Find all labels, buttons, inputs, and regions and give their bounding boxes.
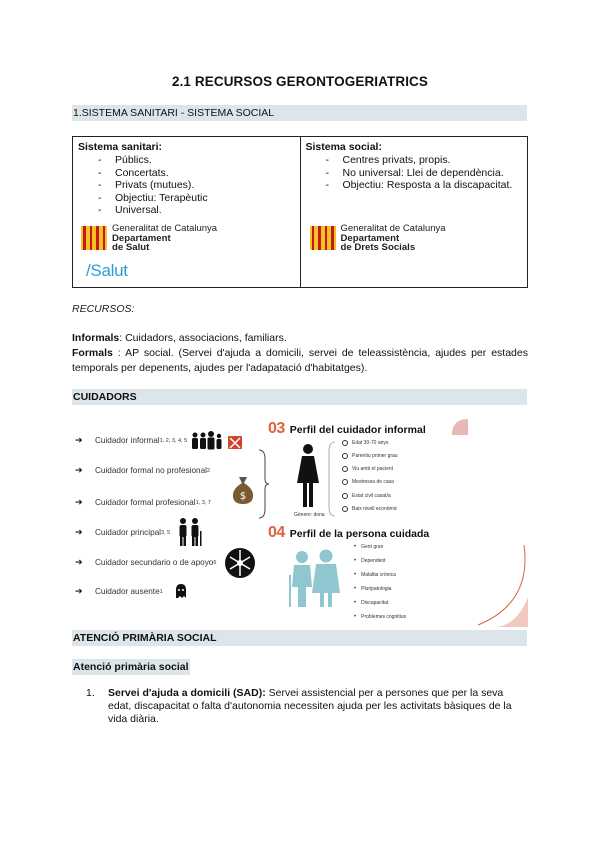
- perfil-cuidada-heading: Perfil de la persona cuidada: [289, 528, 430, 540]
- sistema-social-title: Sistema social:: [305, 141, 382, 153]
- sad-item-number: 1.: [86, 687, 95, 699]
- cuidador-ref: 1: [159, 588, 163, 595]
- cuidador-label: Cuidador formal profesional: [95, 498, 196, 507]
- logo-line: de Salut: [112, 242, 150, 253]
- sistema-sanitari-cell: [73, 137, 300, 287]
- perfil-informal-item: Parentiu primer grau: [342, 453, 398, 459]
- arrow-right-icon: ➔: [75, 557, 83, 567]
- arrow-right-icon: ➔: [75, 497, 83, 507]
- informals-label: Informals: [72, 332, 120, 344]
- logo-line: de Drets Socials: [340, 242, 416, 253]
- cuidador-row: [75, 465, 210, 476]
- cuidador-ref: 6: [213, 559, 217, 566]
- cuidador-label: Cuidador formal no profesional: [95, 466, 207, 475]
- perfil-cuidada-item: • Pluripatologia: [354, 586, 392, 592]
- perfil-informal-caption: Gènere: dona: [294, 512, 325, 518]
- list-item: - No universal: Llei de dependència.: [326, 167, 523, 180]
- arrow-right-icon: ➔: [75, 527, 83, 537]
- woman-figure-icon: [294, 443, 322, 509]
- perfil-informal-item: Viu amb el pacient: [342, 466, 393, 472]
- arrow-right-icon: ➔: [75, 435, 83, 445]
- recursos-label: RECURSOS:: [72, 303, 135, 315]
- logo-line: Departament: [112, 232, 171, 244]
- decorative-blob-icon: [450, 417, 470, 435]
- senyera-icon: [81, 226, 107, 250]
- cuidador-row: [75, 586, 163, 597]
- perfil-cuidada-number: 04: [268, 524, 285, 541]
- cuidador-ref: 2: [206, 467, 211, 474]
- divider-brace-icon: [328, 441, 336, 517]
- formals-text: : AP social. (Servei d'ajuda a domicili, servei de teleassistència, ajudes per estades temporals per depenents, ajudes per l'adapatació d'habitatges).: [72, 347, 528, 374]
- logo-line: Departament: [340, 232, 400, 244]
- section-heading-cuidadors: CUIDADORS: [72, 389, 527, 405]
- section-heading-sistemes: 1.SISTEMA SANITARI - SISTEMA SOCIAL: [72, 105, 527, 121]
- sistema-social-cell: [300, 137, 528, 287]
- elderly-couple-icon: [286, 549, 344, 609]
- brace-icon: [258, 449, 270, 519]
- money-bag-icon: [230, 475, 256, 505]
- cuidador-ref: 3, 5: [161, 529, 171, 536]
- sistema-sanitari-list: [78, 154, 295, 217]
- list-item: - Concertats.: [98, 167, 295, 180]
- logo-line: Generalitat de Catalunya: [112, 223, 218, 234]
- cuidador-ref: 1, 2, 3, 4, 5: [159, 437, 188, 444]
- cuidador-row: [75, 435, 187, 446]
- informals-text: : Cuidadors, associacions, familiars.: [119, 332, 287, 344]
- recursos-informals-paragraph: [72, 331, 528, 346]
- senyera-icon: [310, 226, 336, 250]
- generalitat-drets-socials-logo: [310, 224, 446, 253]
- svg-text:$: $: [239, 491, 247, 502]
- perfil-cuidada-item: • Discapacitat: [354, 600, 389, 606]
- perfil-informal-item: Estat civil casat/a: [342, 493, 391, 499]
- ghost-icon: [174, 583, 188, 599]
- perfil-informal-heading: Perfil del cuidador informal: [289, 424, 426, 436]
- perfil-cuidada-item: • Dependent: [354, 558, 386, 564]
- cuidador-label: Cuidador principal: [95, 528, 161, 537]
- subheading-atencio: Atenció primària social: [73, 661, 189, 673]
- cuidador-label: Cuidador ausente: [95, 587, 160, 596]
- cuidador-row: [75, 497, 211, 508]
- list-item: - Universal.: [98, 204, 295, 217]
- cuidador-ref: 1, 3, 7: [195, 499, 211, 506]
- cuidador-label: Cuidador secundario o de apoyo: [95, 558, 214, 567]
- recursos-formals-paragraph: [72, 346, 528, 375]
- list-item: - Privats (mutues).: [98, 179, 295, 192]
- arrow-right-icon: ➔: [75, 465, 83, 475]
- perfil-cuidada-item: • Problemes cognitius: [354, 614, 407, 620]
- cuidadors-infographic: [72, 413, 528, 628]
- generalitat-salut-logo: [81, 224, 217, 253]
- salut-brand-logo: /Salut: [86, 261, 128, 280]
- perfil-cuidada-title: [268, 524, 429, 542]
- perfil-cuidada-item: • Gent gran: [354, 544, 384, 550]
- section-heading-atencio: ATENCIÓ PRIMÀRIA SOCIAL: [72, 630, 527, 646]
- arrow-right-icon: ➔: [75, 586, 83, 596]
- list-item: - Centres privats, propis.: [326, 154, 523, 167]
- perfil-informal-item: Baix nivell econòmic: [342, 506, 397, 512]
- perfil-informal-number: 03: [268, 420, 285, 437]
- formals-label: Formals: [72, 347, 113, 359]
- caregiver-couple-icon: [176, 517, 204, 547]
- page-title: 2.1 RECURSOS GERONTOGERIATRICS: [171, 74, 429, 89]
- list-item: - Objectiu: Terapèutic: [98, 192, 295, 205]
- systems-table: [72, 136, 528, 288]
- sad-item-title: Servei d'ajuda a domicili (SAD):: [108, 687, 266, 699]
- support-network-icon: [224, 547, 256, 579]
- logo-line: Generalitat de Catalunya: [340, 223, 446, 234]
- sistema-social-list: [306, 154, 523, 192]
- sad-list-item: [86, 687, 528, 727]
- cuidador-row: [75, 557, 216, 568]
- family-group-icon: [190, 431, 244, 451]
- cuidador-label: Cuidador informal: [95, 436, 160, 445]
- decorative-curve-icon: [428, 543, 528, 627]
- perfil-informal-item: Mestressa de casa: [342, 479, 394, 485]
- sad-item-text: Servei assistencial per a persones que per la seva edat, discapacitat o falta d'autonomia necessiten ajuda per les activitats bàsiques de la vida diària.: [108, 687, 512, 726]
- perfil-cuidada-item: • Malaltia crònica: [354, 572, 396, 578]
- perfil-informal-item: Edat 30-70 anys: [342, 440, 388, 446]
- sistema-sanitari-title: Sistema sanitari:: [78, 141, 163, 153]
- cuidador-row: [75, 527, 170, 538]
- perfil-informal-title: [268, 420, 426, 438]
- list-item: - Objectiu: Resposta a la discapacitat.: [326, 179, 523, 192]
- list-item: - Públics.: [98, 154, 295, 167]
